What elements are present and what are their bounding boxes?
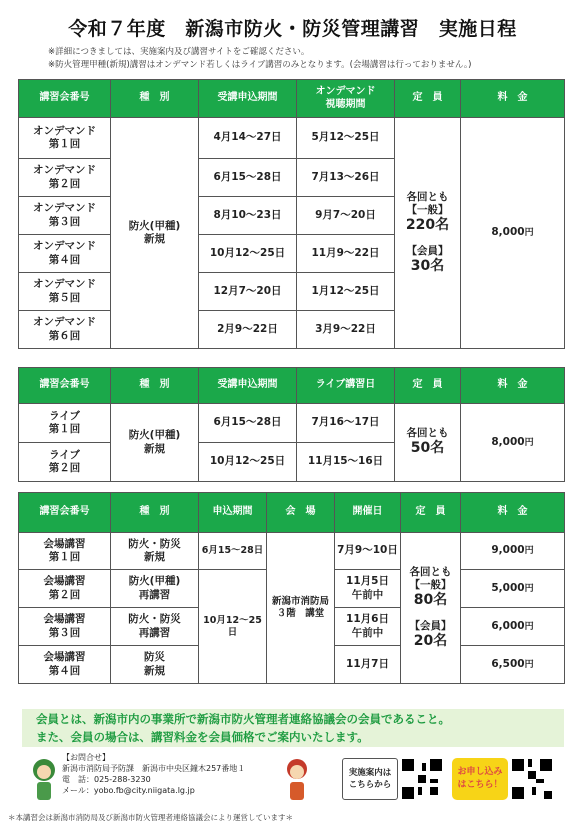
price-cell	[461, 646, 565, 684]
event-date: 7月9～10日	[335, 533, 401, 570]
price-value: 6,500	[491, 657, 525, 670]
apply-period: 6月15～28日	[199, 404, 297, 443]
apply-period: 10月12～25日	[199, 570, 267, 684]
session-number: 会場講習 第１回	[19, 533, 111, 570]
apply-period: 2月9～22日	[199, 311, 297, 349]
member-capacity: 20名	[413, 632, 448, 649]
live-schedule-table	[18, 367, 565, 482]
member-capacity: 30名	[410, 257, 445, 274]
header-apply: 受講申込期間	[199, 368, 297, 404]
capacity-label: 各回とも	[409, 565, 452, 578]
qr-code-icon[interactable]	[402, 759, 442, 799]
event-date: 11月7日	[335, 646, 401, 684]
apply-period: 8月10～23日	[199, 197, 297, 235]
price-value: 6,000	[491, 619, 525, 632]
course-type: 防火・防災 新規	[111, 533, 199, 570]
note-1: ※詳細につきましては、実施案内及び講習サイトをご確認ください。	[48, 47, 310, 57]
venue-schedule-table	[18, 492, 565, 684]
header-price: 料 金	[461, 80, 565, 118]
event-date: 11月5日 午前中	[335, 570, 401, 608]
apply-period: 10月12～25日	[199, 443, 297, 482]
contact-heading: 【お問合せ】	[62, 753, 110, 762]
session-number: オンデマンド 第５回	[19, 273, 111, 311]
capacity-label: 各回とも	[406, 190, 449, 203]
general-label: 【一般】	[409, 578, 452, 591]
session-number: オンデマンド 第２回	[19, 159, 111, 197]
session-number: 会場講習 第２回	[19, 570, 111, 608]
apply-here-box[interactable]: お申し込み はこちら！	[452, 758, 508, 800]
price-value: 9,000	[491, 544, 525, 557]
view-period: 9月7～20日	[297, 197, 395, 235]
yen-unit: 円	[524, 583, 534, 594]
course-type: 防火(甲種) 再講習	[111, 570, 199, 608]
view-period: 7月13～26日	[297, 159, 395, 197]
header-price: 料 金	[461, 368, 565, 404]
contact-phone: 電 話：025-288-3230	[62, 775, 151, 784]
yen-unit: 円	[524, 228, 534, 239]
header-number: 講習会番号	[19, 493, 111, 533]
apply-period: 12月7～20日	[199, 273, 297, 311]
header-apply: 受講申込期間	[199, 80, 297, 118]
price-cell	[461, 533, 565, 570]
session-number: オンデマンド 第３回	[19, 197, 111, 235]
footer	[0, 752, 585, 826]
mascot-icon	[283, 756, 311, 806]
apply-period: 6月15～28日	[199, 159, 297, 197]
header-number: 講習会番号	[19, 80, 111, 118]
banner-line-2: また、会員の場合は、講習料金を会員価格でご案内いたします。	[36, 730, 369, 744]
member-label: 【会員】	[409, 619, 452, 632]
header-venue: 会 場	[267, 493, 335, 533]
yen-unit: 円	[524, 546, 534, 557]
session-number: ライブ 第２回	[19, 443, 111, 482]
price-cell	[461, 404, 565, 482]
mascot-icon	[30, 756, 58, 806]
session-number: オンデマンド 第４回	[19, 235, 111, 273]
event-date: 11月6日 午前中	[335, 608, 401, 646]
yen-unit: 円	[524, 659, 534, 670]
course-type: 防火・防災 再講習	[111, 608, 199, 646]
view-period: 11月9～22日	[297, 235, 395, 273]
banner-line-1: 会員とは、新潟市内の事業所で新潟市防火管理者連絡協議会の会員であること。	[36, 712, 450, 726]
session-number: 会場講習 第４回	[19, 646, 111, 684]
header-date: 開催日	[335, 493, 401, 533]
header-live-date: ライブ講習日	[297, 368, 395, 404]
header-capacity: 定 員	[401, 493, 461, 533]
view-period: 3月9～22日	[297, 311, 395, 349]
course-type: 防火(甲種) 新規	[111, 118, 199, 349]
header-capacity: 定 員	[395, 368, 461, 404]
apply-period: 6月15～28日	[199, 533, 267, 570]
session-number: ライブ 第１回	[19, 404, 111, 443]
yen-unit: 円	[524, 621, 534, 632]
credit-note: ＊本講習会は新潟市消防局及び新潟市防火管理者連絡協議会により運営しています＊	[8, 813, 293, 822]
general-capacity: 80名	[413, 592, 448, 609]
qr-code-icon[interactable]	[512, 759, 552, 799]
yen-unit: 円	[524, 437, 534, 448]
live-date: 11月15～16日	[297, 443, 395, 482]
capacity-cell	[395, 118, 461, 349]
price-value: 5,000	[491, 581, 525, 594]
header-apply: 申込期間	[199, 493, 267, 533]
course-type: 防災 新規	[111, 646, 199, 684]
course-type: 防火(甲種) 新規	[111, 404, 199, 482]
session-number: 会場講習 第３回	[19, 608, 111, 646]
contact-email[interactable]: メール：yobo.fb@city.niigata.lg.jp	[62, 786, 195, 795]
capacity-number: 50名	[410, 440, 445, 457]
capacity-cell	[401, 533, 461, 684]
member-info-banner	[22, 709, 564, 747]
page-title: 令和７年度 新潟市防火・防災管理講習 実施日程	[68, 18, 517, 40]
member-label: 【会員】	[406, 244, 449, 257]
price-value: 8,000	[491, 435, 525, 448]
capacity-label: 各回とも	[406, 427, 449, 440]
header-type: 種 別	[111, 80, 199, 118]
price-cell	[461, 118, 565, 349]
general-label: 【一般】	[406, 203, 449, 216]
apply-period: 4月14～27日	[199, 118, 297, 159]
note-2: ※防火管理甲種(新規)講習はオンデマンド若しくはライブ講習のみとなります。(会場講習は行っておりません。)	[48, 60, 472, 70]
header-capacity: 定 員	[395, 80, 461, 118]
header-number: 講習会番号	[19, 368, 111, 404]
header-type: 種 別	[111, 493, 199, 533]
header-type: 種 別	[111, 368, 199, 404]
price-cell	[461, 570, 565, 608]
venue-place: 新潟市消防局 ３階 講堂	[267, 533, 335, 684]
header-view: オンデマンド 視聴期間	[297, 80, 395, 118]
general-capacity: 220名	[405, 217, 450, 234]
info-guide-box[interactable]: 実施案内は こちらから	[342, 758, 398, 800]
apply-period: 10月12～25日	[199, 235, 297, 273]
view-period: 1月12～25日	[297, 273, 395, 311]
capacity-cell	[395, 404, 461, 482]
ondemand-schedule-table	[18, 79, 565, 349]
contact-info	[62, 752, 245, 796]
contact-address: 新潟市消防局予防課 新潟市中央区鐘木257番地１	[62, 764, 246, 773]
price-cell	[461, 608, 565, 646]
live-date: 7月16～17日	[297, 404, 395, 443]
price-value: 8,000	[491, 226, 525, 239]
header-price: 料 金	[461, 493, 565, 533]
session-number: オンデマンド 第１回	[19, 118, 111, 159]
view-period: 5月12～25日	[297, 118, 395, 159]
session-number: オンデマンド 第６回	[19, 311, 111, 349]
